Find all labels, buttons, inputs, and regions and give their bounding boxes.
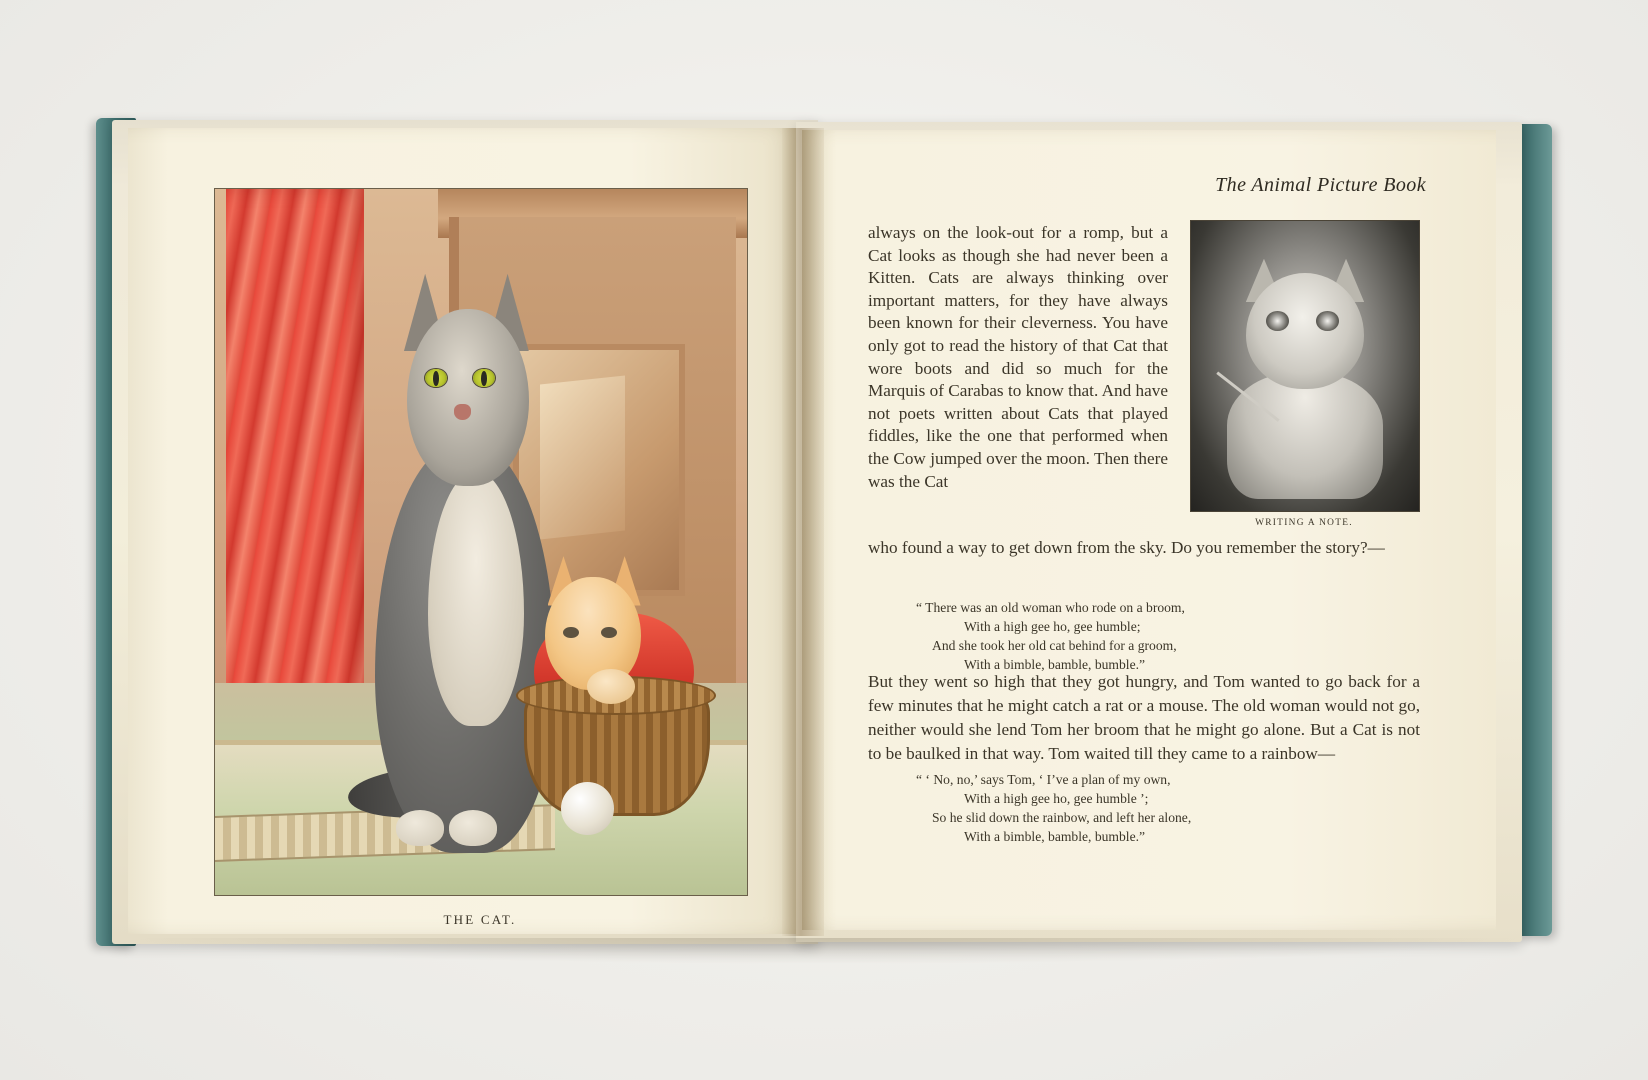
body-wide-text: who found a way to get down from the sky. Do you remember the story?— <box>868 538 1385 557</box>
running-head: The Animal Picture Book <box>1215 174 1426 196</box>
plate-cat-head <box>407 309 529 486</box>
body-paragraph-two: But they went so high that they got hungry, and Tom wanted to go back for a few minutes that he might catch a rat or a mouse. The old woman would not go, neither would she lend Tom her broom that he might go alone. But a Cat is not to be baulked in that way. Tom waited till they came to a rainbow— <box>868 672 1420 763</box>
left-page[interactable] <box>128 128 796 934</box>
plate-cat-front-paw-right <box>449 810 497 845</box>
engraving-kitten-body <box>1227 372 1382 500</box>
verse-one-line-1: “ There was an old woman who rode on a broom, <box>916 600 1185 615</box>
verse-block-one <box>906 598 1406 674</box>
verse-two-line-2: With a high gee ho, gee humble ’; <box>964 791 1149 806</box>
plate-cat-chest <box>428 471 524 725</box>
plate-wool-ball <box>561 782 614 835</box>
writing-a-note-engraving <box>1190 220 1420 512</box>
plate-cat-pupil-left <box>433 371 439 386</box>
open-book <box>96 110 1552 955</box>
verse-two-line-4: With a bimble, bamble, bumble.” <box>964 829 1146 844</box>
engraving-caption: WRITING A NOTE. <box>1255 518 1353 528</box>
cat-colour-plate <box>214 188 748 896</box>
engraving-kitten-head <box>1246 273 1365 389</box>
plate-caption: THE CAT. <box>443 912 517 927</box>
verse-one-line-2: With a high gee ho, gee humble; <box>964 619 1141 634</box>
plate-cat-front-paw-left <box>396 810 444 845</box>
verse-one-line-4: With a bimble, bamble, bumble.” <box>964 657 1146 672</box>
verse-two-line-1: “ ‘ No, no,’ says Tom, ‘ I’ve a plan of my own, <box>916 772 1171 787</box>
right-page[interactable] <box>802 130 1496 930</box>
plate-cat-pupil-right <box>481 371 487 386</box>
verse-one-line-3: And she took her old cat behind for a groom, <box>932 638 1177 653</box>
body-column-text: always on the look-out for a romp, but a Cat looks as though she had never been a Kitten. Cats are always thinking over important matters, for they have always been known for their cleverness. You have only got to read the history of that Cat that wore boots and did so much for the Marquis of Carabas to know that. And have not poets written about Cats that played fiddles, like the one that performed when the Cow jumped over the moon. Then there was the Cat <box>868 223 1168 491</box>
plate-door-inset-highlight <box>540 375 625 539</box>
plate-kitten-eye-right <box>601 627 617 638</box>
verse-two-line-3: So he slid down the rainbow, and left her alone, <box>932 810 1192 825</box>
engraving-kitten-eye-left <box>1266 311 1289 331</box>
verse-block-two <box>906 770 1406 846</box>
